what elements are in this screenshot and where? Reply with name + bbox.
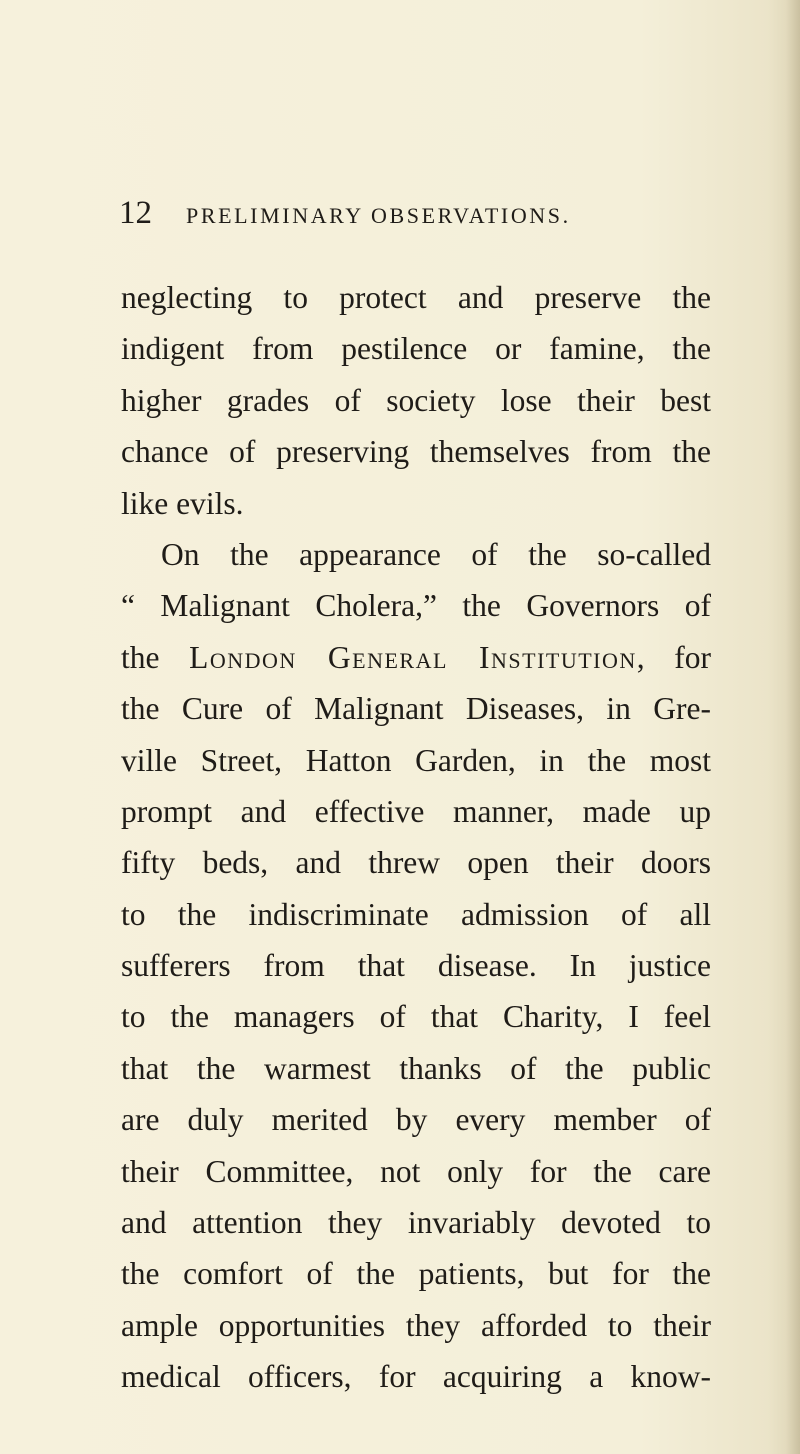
text-fragment: , for [636,639,712,675]
text-line: and attention they invariably devoted to [121,1205,711,1241]
text-line: chance of preserving themselves from the [121,434,711,470]
running-title: PRELIMINARY OBSERVATIONS. [186,203,571,228]
text-line: neglecting to protect and preserve the [121,280,711,315]
page-number: 12 [119,195,152,231]
running-head [119,193,571,233]
text-line: higher grades of society lose their best [121,382,711,418]
text-line: are duly merited by every member of [121,1102,711,1138]
text-line: like evils. [121,485,244,521]
text-line-institution [121,632,711,683]
text-line: the comfort of the patients, but for the [121,1256,711,1292]
text-line: their Committee, not only for the care [121,1153,711,1189]
text-line: prompt and effective manner, made up [121,793,711,829]
text-line: that the warmest thanks of the public [121,1050,711,1086]
text-line: fifty beds, and threw open their doors [121,845,711,881]
text-line: ample opportunities they afforded to their [121,1307,711,1343]
text-line: to the indiscriminate admission of all [121,896,711,932]
text-line: ville Street, Hatton Garden, in the most [121,742,711,778]
text-fragment: the [121,639,190,675]
text-line: indigent from pestilence or famine, the [121,331,711,367]
institution-name: London General Institution [189,639,637,675]
page-edge-shadow [786,0,800,1454]
text-line: to the managers of that Charity, I feel [121,999,711,1035]
body-text [121,272,711,1403]
text-line: “ Malignant Cholera,” the Governors of [121,588,711,624]
paragraph-start-line: On the appearance of the so-called [161,536,711,572]
text-line: the Cure of Malignant Diseases, in Gre- [121,691,711,727]
text-line: medical officers, for acquiring a know- [121,1359,711,1395]
text-line: sufferers from that disease. In justice [121,948,711,984]
